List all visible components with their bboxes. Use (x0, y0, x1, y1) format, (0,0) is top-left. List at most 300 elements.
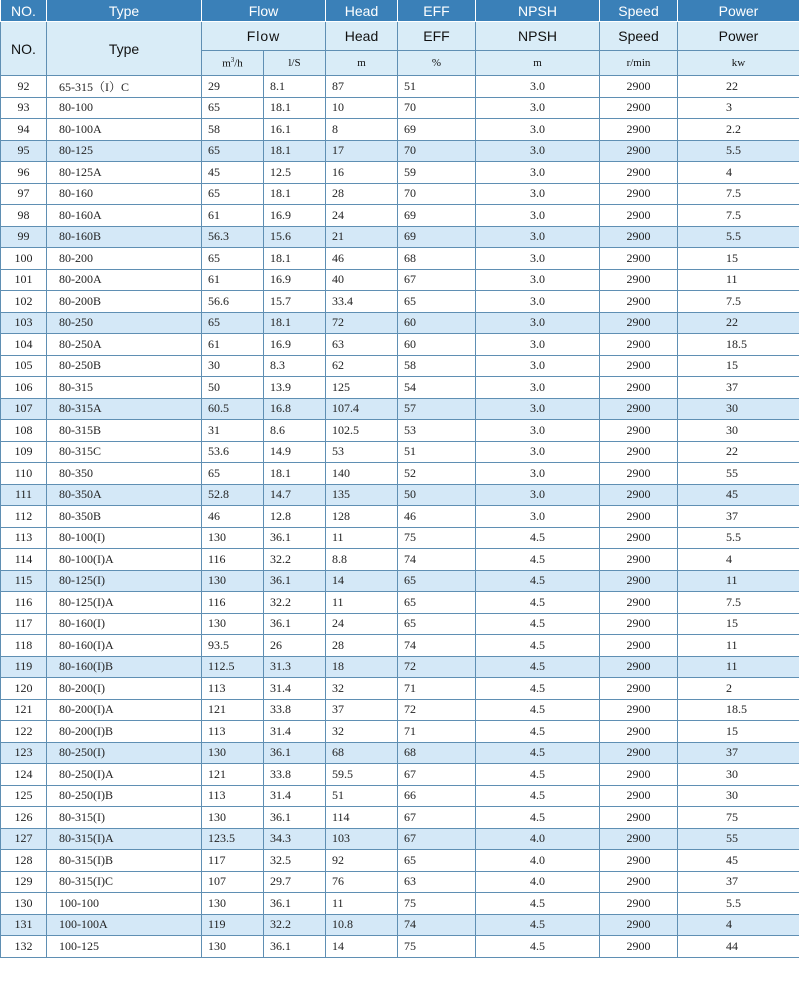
cell-type: 80-315(I)B (47, 850, 202, 872)
cell-npsh: 4.5 (476, 764, 600, 786)
table-row (1, 334, 799, 356)
cell-no: 127 (1, 828, 47, 850)
table-row (1, 355, 799, 377)
cell-type: 80-100A (47, 119, 202, 141)
top-header-head: Head (326, 0, 398, 22)
table-row (1, 527, 799, 549)
cell-eff: 69 (398, 226, 476, 248)
cell-head: 63 (326, 334, 398, 356)
cell-speed: 2900 (600, 226, 678, 248)
cell-flow-m3h: 119 (202, 914, 264, 936)
table-row (1, 721, 799, 743)
table-row (1, 205, 799, 227)
cell-npsh: 4.5 (476, 635, 600, 657)
cell-head: 17 (326, 140, 398, 162)
cell-eff: 74 (398, 549, 476, 571)
cell-type: 80-200 (47, 248, 202, 270)
cell-npsh: 3.0 (476, 441, 600, 463)
cell-head: 16 (326, 162, 398, 184)
cell-head: 114 (326, 807, 398, 829)
cell-flow-m3h: 65 (202, 140, 264, 162)
cell-eff: 71 (398, 678, 476, 700)
table-row (1, 893, 799, 915)
cell-flow-ls: 16.9 (264, 334, 326, 356)
cell-power: 15 (678, 721, 799, 743)
cell-head: 18 (326, 656, 398, 678)
cell-eff: 70 (398, 140, 476, 162)
cell-power: 2 (678, 678, 799, 700)
cell-speed: 2900 (600, 506, 678, 528)
cell-speed: 2900 (600, 162, 678, 184)
cell-flow-m3h: 65 (202, 97, 264, 119)
cell-flow-ls: 8.1 (264, 76, 326, 98)
cell-eff: 58 (398, 355, 476, 377)
cell-no: 106 (1, 377, 47, 399)
cell-type: 100-100A (47, 914, 202, 936)
cell-no: 96 (1, 162, 47, 184)
cell-npsh: 3.0 (476, 291, 600, 313)
cell-type: 80-250B (47, 355, 202, 377)
cell-npsh: 4.5 (476, 936, 600, 958)
cell-head: 33.4 (326, 291, 398, 313)
cell-speed: 2900 (600, 291, 678, 313)
cell-power: 11 (678, 635, 799, 657)
cell-power: 45 (678, 484, 799, 506)
cell-type: 80-200(I)A (47, 699, 202, 721)
cell-speed: 2900 (600, 549, 678, 571)
cell-type: 80-250(I)B (47, 785, 202, 807)
table-row (1, 764, 799, 786)
table-row (1, 871, 799, 893)
cell-eff: 68 (398, 742, 476, 764)
cell-power: 5.5 (678, 893, 799, 915)
cell-no: 126 (1, 807, 47, 829)
cell-flow-ls: 16.9 (264, 205, 326, 227)
cell-flow-ls: 36.1 (264, 807, 326, 829)
cell-eff: 50 (398, 484, 476, 506)
cell-eff: 51 (398, 76, 476, 98)
cell-flow-ls: 12.8 (264, 506, 326, 528)
table-row (1, 635, 799, 657)
cell-flow-ls: 18.1 (264, 183, 326, 205)
cell-npsh: 3.0 (476, 76, 600, 98)
cell-speed: 2900 (600, 248, 678, 270)
cell-no: 92 (1, 76, 47, 98)
cell-eff: 63 (398, 871, 476, 893)
cell-flow-ls: 36.1 (264, 613, 326, 635)
cell-head: 76 (326, 871, 398, 893)
cell-speed: 2900 (600, 420, 678, 442)
cell-npsh: 3.0 (476, 226, 600, 248)
cell-type: 80-160(I)B (47, 656, 202, 678)
cell-speed: 2900 (600, 828, 678, 850)
table-row (1, 549, 799, 571)
cell-type: 80-250 (47, 312, 202, 334)
cell-npsh: 3.0 (476, 398, 600, 420)
cell-power: 11 (678, 656, 799, 678)
cell-power: 4 (678, 549, 799, 571)
cell-speed: 2900 (600, 871, 678, 893)
cell-power: 3 (678, 97, 799, 119)
table-row (1, 914, 799, 936)
cell-flow-ls: 36.1 (264, 936, 326, 958)
cell-flow-m3h: 65 (202, 248, 264, 270)
unit-flow-ls: l/S (264, 51, 326, 76)
cell-speed: 2900 (600, 764, 678, 786)
cell-eff: 65 (398, 291, 476, 313)
table-row (1, 441, 799, 463)
cell-flow-m3h: 112.5 (202, 656, 264, 678)
cell-no: 124 (1, 764, 47, 786)
cell-speed: 2900 (600, 807, 678, 829)
cell-flow-ls: 36.1 (264, 893, 326, 915)
cell-flow-m3h: 46 (202, 506, 264, 528)
cell-eff: 57 (398, 398, 476, 420)
cell-flow-ls: 18.1 (264, 463, 326, 485)
cell-flow-m3h: 113 (202, 721, 264, 743)
cell-no: 112 (1, 506, 47, 528)
table-row (1, 699, 799, 721)
table-row (1, 76, 799, 98)
cell-power: 55 (678, 828, 799, 850)
cell-type: 80-100(I) (47, 527, 202, 549)
cell-flow-m3h: 58 (202, 119, 264, 141)
table-row (1, 291, 799, 313)
table-row (1, 226, 799, 248)
cell-speed: 2900 (600, 377, 678, 399)
cell-type: 80-200A (47, 269, 202, 291)
column-header-speed: Speed (600, 22, 678, 51)
cell-speed: 2900 (600, 592, 678, 614)
cell-type: 80-250(I)A (47, 764, 202, 786)
cell-flow-m3h: 61 (202, 269, 264, 291)
cell-no: 122 (1, 721, 47, 743)
cell-eff: 72 (398, 656, 476, 678)
cell-flow-m3h: 60.5 (202, 398, 264, 420)
cell-head: 135 (326, 484, 398, 506)
table-body (1, 76, 799, 958)
cell-power: 37 (678, 377, 799, 399)
cell-flow-m3h: 116 (202, 549, 264, 571)
table-row (1, 269, 799, 291)
column-header-type: Type (47, 22, 202, 76)
cell-speed: 2900 (600, 398, 678, 420)
cell-no: 113 (1, 527, 47, 549)
cell-flow-ls: 18.1 (264, 140, 326, 162)
cell-flow-m3h: 130 (202, 936, 264, 958)
cell-npsh: 3.0 (476, 355, 600, 377)
column-header-npsh: NPSH (476, 22, 600, 51)
cell-eff: 75 (398, 893, 476, 915)
cell-no: 118 (1, 635, 47, 657)
unit-flow-m3h (202, 51, 264, 76)
cell-no: 123 (1, 742, 47, 764)
cell-type: 80-200(I)B (47, 721, 202, 743)
cell-speed: 2900 (600, 936, 678, 958)
cell-power: 22 (678, 312, 799, 334)
cell-power: 18.5 (678, 334, 799, 356)
cell-type: 80-100 (47, 97, 202, 119)
cell-head: 59.5 (326, 764, 398, 786)
cell-head: 37 (326, 699, 398, 721)
cell-flow-m3h: 31 (202, 420, 264, 442)
cell-npsh: 3.0 (476, 334, 600, 356)
cell-head: 10 (326, 97, 398, 119)
cell-eff: 67 (398, 269, 476, 291)
cell-npsh: 4.5 (476, 678, 600, 700)
cell-head: 103 (326, 828, 398, 850)
cell-head: 107.4 (326, 398, 398, 420)
cell-head: 72 (326, 312, 398, 334)
cell-type: 80-315B (47, 420, 202, 442)
cell-npsh: 4.5 (476, 699, 600, 721)
cell-eff: 69 (398, 119, 476, 141)
column-header-no: NO. (1, 22, 47, 76)
cell-speed: 2900 (600, 850, 678, 872)
unit-flow-m3h-base: m (222, 57, 231, 70)
cell-flow-ls: 26 (264, 635, 326, 657)
column-header-head: Head (326, 22, 398, 51)
cell-type: 80-160A (47, 205, 202, 227)
cell-head: 51 (326, 785, 398, 807)
cell-npsh: 3.0 (476, 377, 600, 399)
cell-eff: 70 (398, 183, 476, 205)
cell-power: 2.2 (678, 119, 799, 141)
cell-type: 80-100(I)A (47, 549, 202, 571)
cell-npsh: 3.0 (476, 119, 600, 141)
table-row (1, 312, 799, 334)
cell-flow-ls: 31.3 (264, 656, 326, 678)
cell-speed: 2900 (600, 119, 678, 141)
cell-eff: 60 (398, 334, 476, 356)
cell-flow-m3h: 65 (202, 183, 264, 205)
cell-npsh: 3.0 (476, 205, 600, 227)
cell-head: 32 (326, 721, 398, 743)
cell-npsh: 4.5 (476, 549, 600, 571)
cell-speed: 2900 (600, 785, 678, 807)
cell-type: 80-160(I)A (47, 635, 202, 657)
cell-no: 119 (1, 656, 47, 678)
cell-speed: 2900 (600, 656, 678, 678)
cell-power: 7.5 (678, 592, 799, 614)
cell-no: 116 (1, 592, 47, 614)
table-row (1, 807, 799, 829)
top-header-power: Power (678, 0, 799, 22)
cell-eff: 46 (398, 506, 476, 528)
cell-no: 120 (1, 678, 47, 700)
cell-flow-ls: 13.9 (264, 377, 326, 399)
cell-no: 102 (1, 291, 47, 313)
cell-type: 80-315A (47, 398, 202, 420)
cell-speed: 2900 (600, 355, 678, 377)
cell-type: 80-125 (47, 140, 202, 162)
table-row (1, 183, 799, 205)
cell-type: 80-315(I)C (47, 871, 202, 893)
cell-flow-ls: 12.5 (264, 162, 326, 184)
cell-no: 132 (1, 936, 47, 958)
cell-eff: 71 (398, 721, 476, 743)
column-header-flow: Flow (202, 22, 326, 51)
cell-flow-ls: 33.8 (264, 699, 326, 721)
cell-type: 80-250(I) (47, 742, 202, 764)
cell-flow-m3h: 56.3 (202, 226, 264, 248)
cell-head: 8 (326, 119, 398, 141)
cell-flow-ls: 14.9 (264, 441, 326, 463)
cell-head: 62 (326, 355, 398, 377)
cell-no: 131 (1, 914, 47, 936)
cell-flow-ls: 31.4 (264, 785, 326, 807)
cell-eff: 51 (398, 441, 476, 463)
cell-speed: 2900 (600, 527, 678, 549)
cell-npsh: 4.5 (476, 656, 600, 678)
unit-power: kw (678, 51, 799, 76)
cell-head: 11 (326, 527, 398, 549)
cell-power: 7.5 (678, 291, 799, 313)
cell-flow-m3h: 30 (202, 355, 264, 377)
top-header-type: Type (47, 0, 202, 22)
cell-npsh: 3.0 (476, 463, 600, 485)
cell-power: 7.5 (678, 183, 799, 205)
cell-power: 37 (678, 506, 799, 528)
cell-flow-ls: 32.2 (264, 549, 326, 571)
cell-speed: 2900 (600, 699, 678, 721)
cell-no: 111 (1, 484, 47, 506)
cell-head: 92 (326, 850, 398, 872)
table-row (1, 248, 799, 270)
cell-speed: 2900 (600, 484, 678, 506)
cell-flow-m3h: 130 (202, 742, 264, 764)
cell-head: 53 (326, 441, 398, 463)
cell-no: 93 (1, 97, 47, 119)
cell-npsh: 4.5 (476, 613, 600, 635)
cell-flow-ls: 36.1 (264, 527, 326, 549)
cell-npsh: 4.0 (476, 871, 600, 893)
cell-npsh: 4.5 (476, 893, 600, 915)
cell-head: 21 (326, 226, 398, 248)
cell-power: 7.5 (678, 205, 799, 227)
unit-npsh: m (476, 51, 600, 76)
top-header-npsh: NPSH (476, 0, 600, 22)
cell-no: 108 (1, 420, 47, 442)
cell-eff: 74 (398, 635, 476, 657)
cell-eff: 68 (398, 248, 476, 270)
cell-no: 100 (1, 248, 47, 270)
top-header-bar (1, 0, 799, 22)
table-row (1, 678, 799, 700)
cell-head: 28 (326, 635, 398, 657)
cell-npsh: 3.0 (476, 162, 600, 184)
unit-flow-m3h-tail: /h (234, 57, 243, 70)
cell-power: 37 (678, 871, 799, 893)
cell-no: 101 (1, 269, 47, 291)
cell-head: 28 (326, 183, 398, 205)
cell-no: 129 (1, 871, 47, 893)
cell-head: 24 (326, 613, 398, 635)
cell-flow-ls: 32.5 (264, 850, 326, 872)
cell-type: 80-350A (47, 484, 202, 506)
cell-eff: 59 (398, 162, 476, 184)
table-row (1, 119, 799, 141)
cell-eff: 67 (398, 807, 476, 829)
cell-npsh: 4.5 (476, 570, 600, 592)
cell-eff: 66 (398, 785, 476, 807)
cell-npsh: 4.5 (476, 807, 600, 829)
cell-flow-ls: 15.7 (264, 291, 326, 313)
cell-no: 115 (1, 570, 47, 592)
cell-power: 30 (678, 764, 799, 786)
cell-eff: 54 (398, 377, 476, 399)
cell-power: 15 (678, 248, 799, 270)
cell-flow-m3h: 130 (202, 527, 264, 549)
cell-no: 94 (1, 119, 47, 141)
cell-head: 14 (326, 570, 398, 592)
cell-type: 80-200(I) (47, 678, 202, 700)
cell-flow-ls: 18.1 (264, 312, 326, 334)
table-row (1, 850, 799, 872)
cell-flow-m3h: 130 (202, 570, 264, 592)
cell-type: 80-200B (47, 291, 202, 313)
cell-speed: 2900 (600, 140, 678, 162)
cell-head: 11 (326, 592, 398, 614)
table-row (1, 506, 799, 528)
cell-head: 128 (326, 506, 398, 528)
cell-no: 130 (1, 893, 47, 915)
cell-no: 114 (1, 549, 47, 571)
cell-power: 30 (678, 785, 799, 807)
cell-speed: 2900 (600, 334, 678, 356)
cell-type: 100-125 (47, 936, 202, 958)
cell-flow-ls: 33.8 (264, 764, 326, 786)
cell-flow-m3h: 107 (202, 871, 264, 893)
cell-flow-m3h: 61 (202, 334, 264, 356)
cell-type: 80-250A (47, 334, 202, 356)
table-row (1, 463, 799, 485)
cell-speed: 2900 (600, 893, 678, 915)
table-row (1, 742, 799, 764)
cell-type: 80-350 (47, 463, 202, 485)
cell-npsh: 3.0 (476, 269, 600, 291)
cell-no: 125 (1, 785, 47, 807)
unit-flow-m3h-sup: 3 (230, 56, 235, 65)
cell-power: 45 (678, 850, 799, 872)
cell-flow-m3h: 65 (202, 312, 264, 334)
table-row (1, 162, 799, 184)
cell-eff: 65 (398, 570, 476, 592)
cell-npsh: 4.0 (476, 828, 600, 850)
cell-power: 75 (678, 807, 799, 829)
cell-speed: 2900 (600, 183, 678, 205)
cell-power: 30 (678, 398, 799, 420)
cell-flow-m3h: 52.8 (202, 484, 264, 506)
cell-power: 18.5 (678, 699, 799, 721)
cell-head: 8.8 (326, 549, 398, 571)
cell-speed: 2900 (600, 269, 678, 291)
column-header-power: Power (678, 22, 799, 51)
cell-type: 80-160(I) (47, 613, 202, 635)
cell-power: 5.5 (678, 226, 799, 248)
cell-flow-m3h: 61 (202, 205, 264, 227)
cell-eff: 67 (398, 764, 476, 786)
cell-power: 11 (678, 570, 799, 592)
cell-flow-m3h: 56.6 (202, 291, 264, 313)
cell-flow-ls: 36.1 (264, 742, 326, 764)
cell-eff: 75 (398, 936, 476, 958)
cell-flow-m3h: 45 (202, 162, 264, 184)
table-row (1, 828, 799, 850)
top-header-speed: Speed (600, 0, 678, 22)
cell-power: 55 (678, 463, 799, 485)
cell-head: 46 (326, 248, 398, 270)
